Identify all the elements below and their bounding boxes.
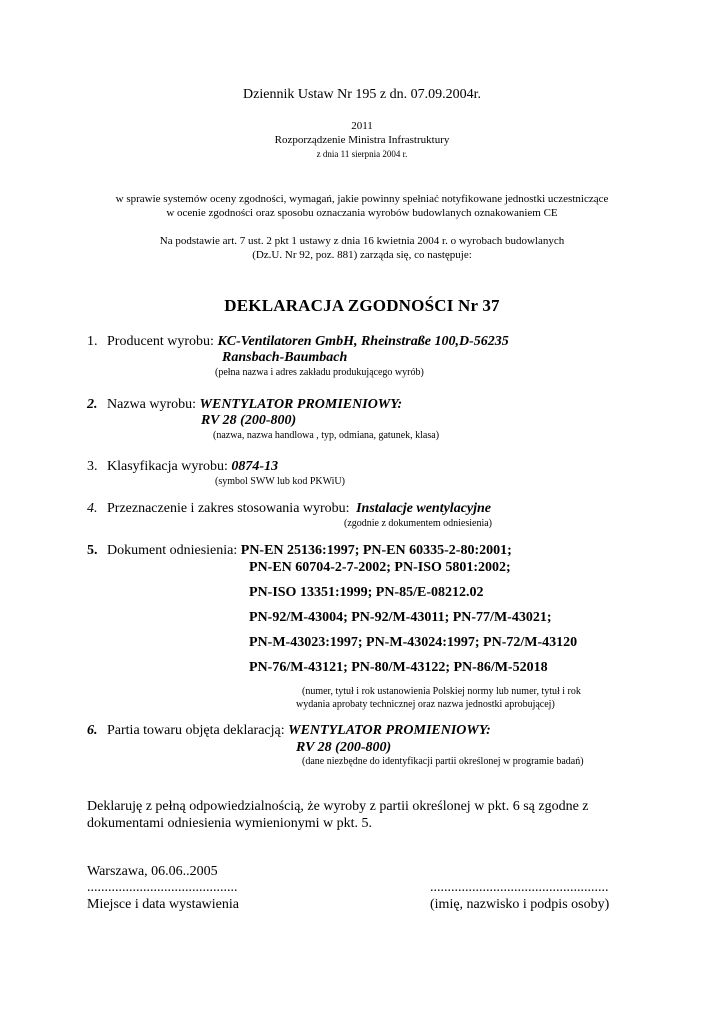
item-4-note: (zgodnie z dokumentem odniesienia) (344, 518, 493, 529)
regulation-number: 2011 (351, 120, 373, 132)
item-1-value-cont: Ransbach-Baumbach (222, 350, 348, 365)
item-5-standard-line-6: PN-76/M-43121; PN-80/M-43122; PN-86/M-52018 (249, 660, 548, 675)
item-4-label: Przeznaczenie i zakres stosowania wyrobu: (107, 501, 350, 516)
preamble-line-1: w sprawie systemów oceny zgodności, wymagań, jakie powinny spełniać notyfikowane jednostki uczestniczące (115, 193, 609, 205)
item-6-note: (dane niezbędne do identyfikacji partii określonej w programie badań) (302, 756, 584, 767)
item-6-value-cont: RV 28 (200-800) (296, 740, 392, 755)
item-6 (87, 723, 491, 739)
item-3 (87, 459, 278, 475)
item-4-value: Instalacje wentylacyjne (356, 501, 492, 516)
item-2-value: WENTYLATOR PROMIENIOWY: (199, 397, 403, 412)
signature-line-left: ........................................... (87, 880, 238, 895)
document-title: DEKLARACJA ZGODNOŚCI Nr 37 (224, 296, 500, 315)
item-2-note: (nazwa, nazwa handlowa , typ, odmiana, gatunek, klasa) (213, 430, 440, 441)
declaration-line-1: Deklaruję z pełną odpowiedzialnością, że wyroby z partii określonej w pkt. 6 są zgodne z (87, 799, 589, 814)
item-5-standard-line-1: PN-EN 25136:1997; PN-EN 60335-2-80:2001; (240, 543, 512, 558)
item-6-label: Partia towaru objęta deklaracją: (107, 723, 285, 738)
item-3-number: 3. (87, 459, 98, 474)
declaration-line-2: dokumentami odniesienia wymienionymi w pkt. 5. (87, 816, 373, 831)
item-5-note-line-2: wydania aprobaty technicznej oraz nazwa jednostki aprobującej) (296, 699, 555, 710)
item-5-standard-line-4: PN-92/M-43004; PN-92/M-43011; PN-77/M-43021; (249, 610, 552, 625)
item-2-value-cont: RV 28 (200-800) (201, 413, 297, 428)
item-3-value: 0874-13 (231, 459, 279, 474)
item-5-label: Dokument odniesienia: (107, 543, 238, 558)
item-3-label: Klasyfikacja wyrobu: (107, 459, 228, 474)
preamble-line-3: Na podstawie art. 7 ust. 2 pkt 1 ustawy z dnia 16 kwietnia 2004 r. o wyrobach budowlanych (159, 235, 565, 247)
item-1 (87, 334, 509, 350)
item-5-note-line-1: (numer, tytuł i rok ustanowienia Polskiej normy lub numer, tytuł i rok (302, 686, 581, 697)
regulation-title: Rozporządzenie Ministra Infrastruktury (274, 134, 450, 146)
item-1-value: KC-Ventilatoren GmbH, Rheinstraße 100,D-56235 (217, 334, 509, 349)
journal-reference: Dziennik Ustaw Nr 195 z dn. 07.09.2004r. (243, 87, 481, 102)
signature-label: (imię, nazwisko i podpis osoby) (430, 897, 610, 912)
signature-line-right: ................................................... (430, 880, 609, 895)
item-2 (87, 397, 402, 413)
regulation-date: z dnia 11 sierpnia 2004 r. (316, 149, 408, 159)
item-4-number: 4. (87, 501, 98, 516)
item-5-standard-line-3: PN-ISO 13351:1999; PN-85/E-08212.02 (249, 585, 484, 600)
item-2-label: Nazwa wyrobu: (107, 397, 197, 412)
item-5-standard-line-5: PN-M-43023:1997; PN-M-43024:1997; PN-72/M-43120 (249, 635, 578, 650)
item-5-number: 5. (87, 543, 98, 558)
item-3-note: (symbol SWW lub kod PKWiU) (215, 476, 345, 487)
item-1-label: Producent wyrobu: (107, 334, 214, 349)
preamble-line-2: w ocenie zgodności oraz sposobu oznaczania wyrobów budowlanych oznakowaniem CE (166, 207, 558, 219)
place-date-label: Miejsce i data wystawienia (87, 897, 240, 912)
item-4 (87, 501, 491, 517)
preamble-line-4: (Dz.U. Nr 92, poz. 881) zarząda się, co następuje: (252, 249, 472, 261)
item-6-value: WENTYLATOR PROMIENIOWY: (288, 723, 491, 738)
item-2-number: 2. (87, 397, 98, 412)
item-5-standard-line-2: PN-EN 60704-2-7-2002; PN-ISO 5801:2002; (249, 560, 511, 575)
item-5 (87, 543, 512, 559)
item-1-number: 1. (87, 334, 98, 349)
item-6-number: 6. (87, 723, 98, 738)
item-1-note: (pełna nazwa i adres zakładu produkującego wyrób) (215, 367, 424, 378)
place-and-date: Warszawa, 06.06..2005 (87, 864, 218, 879)
